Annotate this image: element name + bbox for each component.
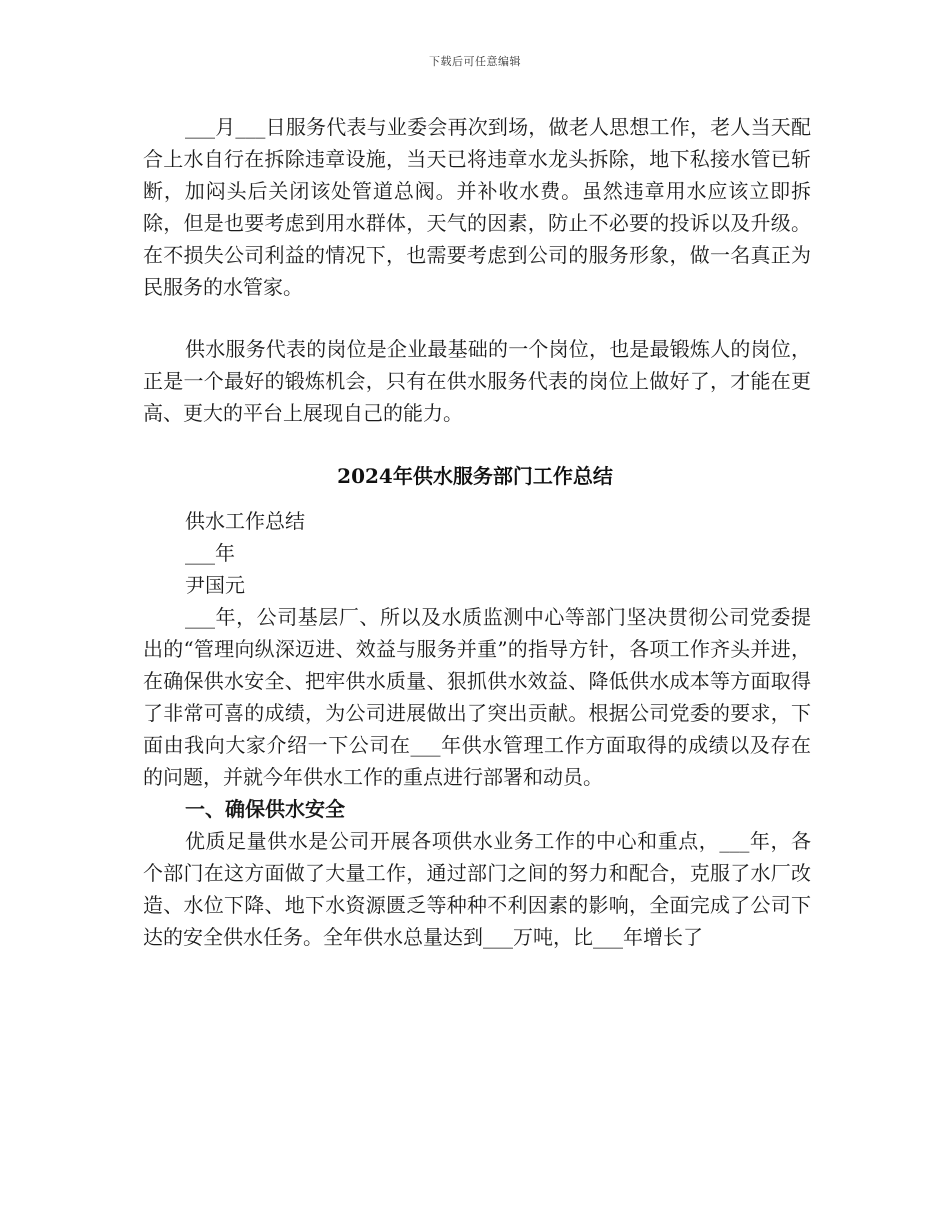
summary-section	[143, 505, 811, 953]
intro-section-2	[143, 333, 811, 429]
section-1-heading: 一、确保供水安全	[185, 797, 345, 821]
intro-paragraph-2: 供水服务代表的岗位是企业最基础的一个岗位，也是最锻炼人的岗位，正是一个最好的锻炼机会，只有在供水服务代表的岗位上做好了，才能在更高、更大的平台上展现自己的能力。	[143, 337, 811, 425]
intro-paragraph-1: ___月___日服务代表与业委会再次到场，做老人思想工作，老人当天配合上水自行在拆除违章设施，当天已将违章水龙头拆除，地下私接水管已斩断，加闷头后关闭该处管道总阀。并补收水费。虽然违章用水应该立即拆除，但是也要考虑到用水群体，天气的因素，防止不必要的投诉以及升级。在不损失公司利益的情况下，也需要考虑到公司的服务形象，做一名真正为民服务的水管家。	[143, 115, 811, 299]
main-paragraph: ___年，公司基层厂、所以及水质监测中心等部门坚决贯彻公司党委提出的“管理向纵深迈进、效益与服务并重”的指导方针，各项工作齐头并进，在确保供水安全、把牢供水质量、狠抓供水效益、降低供水成本等方面取得了非常可喜的成绩，为公司进展做出了突出贡献。根据公司党委的要求，下面由我向大家介绍一下公司在___年供水管理工作方面取得的成绩以及存在的问题，并就今年供水工作的重点进行部署和动员。	[143, 605, 811, 789]
author-name: 尹国元	[185, 573, 245, 597]
intro-section	[143, 111, 811, 303]
document-title: 2024年供水服务部门工作总结	[337, 464, 613, 488]
subtitle-line-2: ___年	[185, 541, 235, 565]
subtitle-line-1: 供水工作总结	[185, 509, 305, 533]
section-1-paragraph: 优质足量供水是公司开展各项供水业务工作的中心和重点，___年，各个部门在这方面做了大量工作，通过部门之间的努力和配合，克服了水厂改造、水位下降、地下水资源匮乏等种种不利因素的影响，全面完成了公司下达的安全供水任务。全年供水总量达到___万吨，比___年增长了	[143, 829, 811, 949]
header-note: 下载后可任意编辑	[429, 55, 521, 68]
